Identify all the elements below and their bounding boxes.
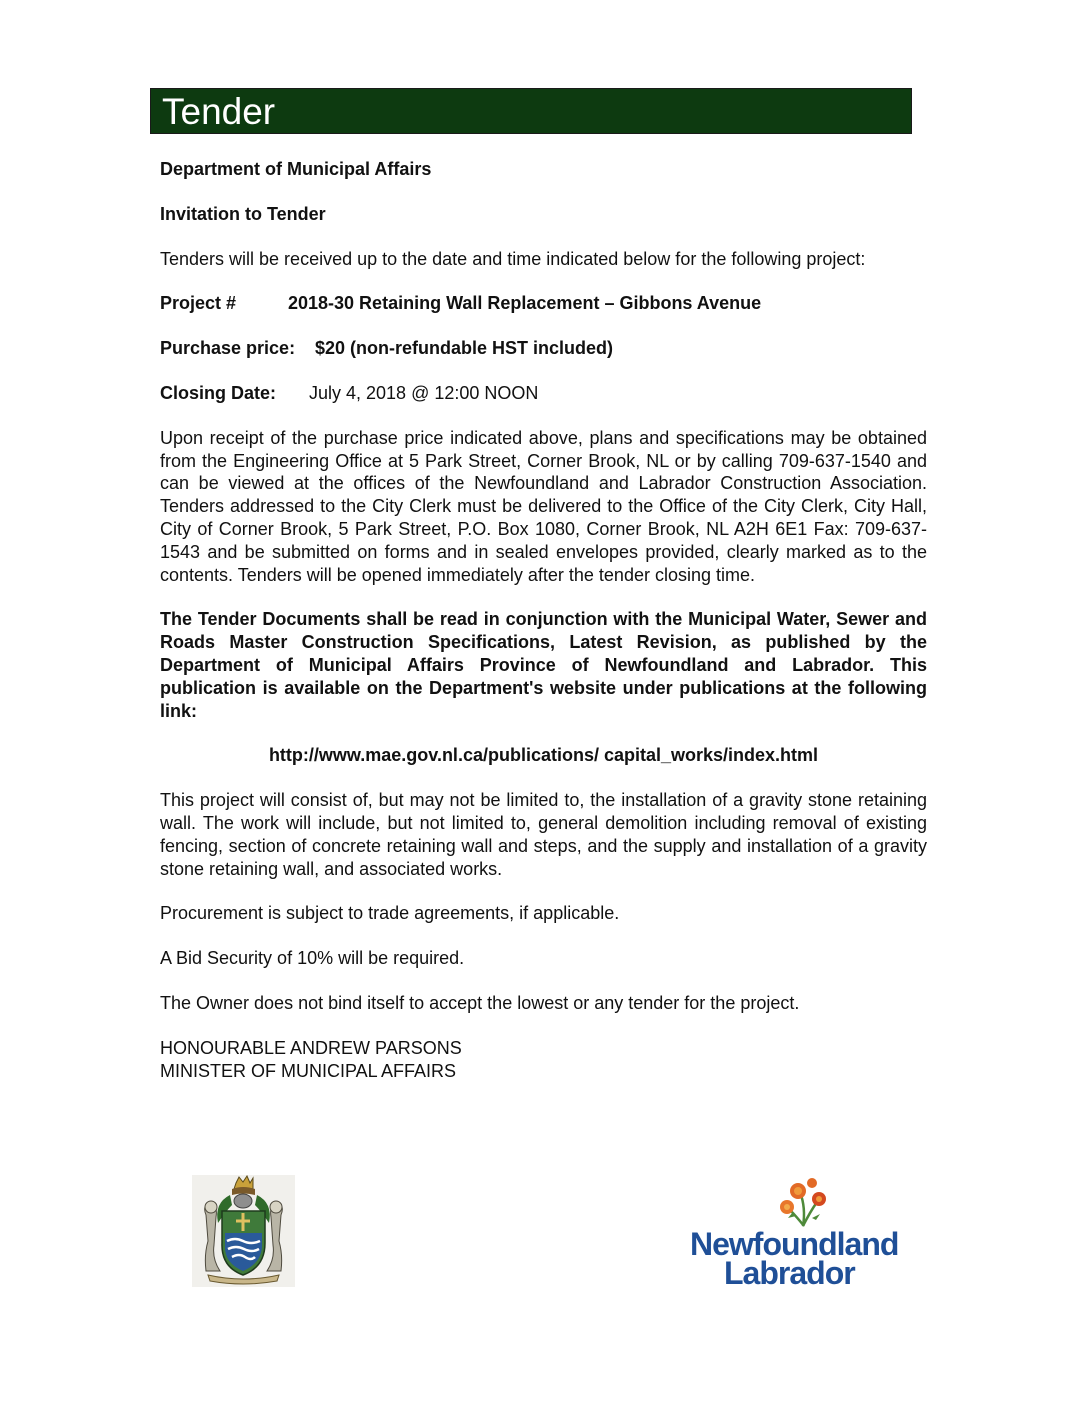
closing-label: Closing Date:	[160, 382, 277, 403]
closing-line	[160, 382, 927, 405]
purchase-label: Purchase price:	[160, 338, 296, 359]
owner-note: The Owner does not bind itself to accept the lowest or any tender for the project.	[160, 992, 800, 1013]
documents-paragraph: The Tender Documents shall be read in conjunction with the Municipal Water, Sewer and Roads Master Construction Specifications, Latest Revision, as published by the Department of Municipal Affairs Province of Newfoundland and Labrador. This publication is available on the Department's website under publications at the following link:	[160, 609, 927, 721]
logo-line-newfoundland: Newfoundland	[690, 1226, 899, 1262]
procurement-note: Procurement is subject to trade agreements, if applicable.	[160, 903, 620, 924]
tender-banner	[150, 88, 912, 134]
invitation-heading: Invitation to Tender	[160, 203, 326, 224]
project-line	[160, 292, 927, 315]
project-label: Project #	[160, 293, 237, 314]
purchase-line	[160, 337, 927, 360]
signatory-title: MINISTER OF MUNICIPAL AFFAIRS	[160, 1060, 457, 1081]
intro-paragraph: Tenders will be received up to the date and time indicated below for the following project:	[160, 248, 866, 269]
publications-link[interactable]: http://www.mae.gov.nl.ca/publications/ capital_works/index.html	[268, 745, 819, 766]
receipt-paragraph: Upon receipt of the purchase price indicated above, plans and specifications may be obtained from the Engineering Office at 5 Park Street, Corner Brook, NL or by calling 709-637-1540 and can be viewed at the offices of the Newfoundland and Labrador Construction Association. Tenders addressed to the City Clerk must be delivered to the Office of the City Clerk, City Hall, City of Corner Brook, 5 Park Street, P.O. Box 1080, Corner Brook, NL A2H 6E1 Fax: 709-637-1543 and be submitted on forms and in sealed envelopes provided, clearly marked as to the contents. Tenders will be opened immediately after the tender closing time.	[160, 427, 927, 585]
project-value: 2018-30 Retaining Wall Replacement – Gibbons Avenue	[288, 293, 762, 314]
bid-security-note: A Bid Security of 10% will be required.	[160, 948, 465, 969]
city-crest-icon	[192, 1175, 295, 1287]
purchase-value: $20 (non-refundable HST included)	[315, 338, 614, 359]
page-title: Tender	[162, 91, 276, 132]
department-name: Department of Municipal Affairs	[160, 159, 432, 179]
logo-line-labrador: Labrador	[724, 1255, 855, 1291]
tender-notice	[160, 158, 927, 1082]
closing-value: July 4, 2018 @ 12:00 NOON	[309, 382, 539, 403]
scope-paragraph: This project will consist of, but may not be limited to, the installation of a gravity stone retaining wall. The work will include, but not limited to, general demolition including removal of existing fencing, section of concrete retaining wall and steps, and the supply and installation of a gravity stone retaining wall, and associated works.	[160, 790, 927, 879]
newfoundland-labrador-logo	[686, 1178, 899, 1291]
signatory-name: HONOURABLE ANDREW PARSONS	[160, 1037, 462, 1058]
